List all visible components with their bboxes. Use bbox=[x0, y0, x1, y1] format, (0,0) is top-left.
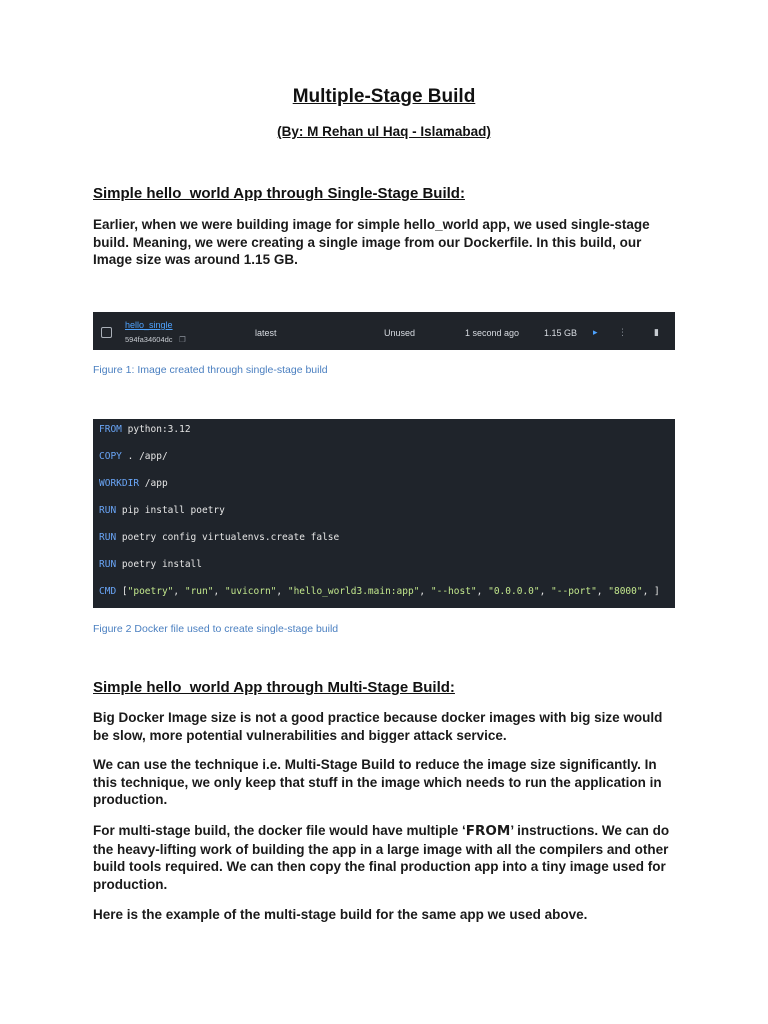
row-checkbox[interactable] bbox=[101, 327, 112, 338]
section2-paragraph-1: Big Docker Image size is not a good practice because docker images with big size would be slow, more potential vulnerabilities and bigger attack service. bbox=[93, 710, 663, 743]
code-line: RUN poetry config virtualenvs.create false bbox=[99, 532, 340, 543]
image-status: Unused bbox=[384, 328, 416, 338]
image-id: 594fa34604dc bbox=[125, 335, 173, 344]
cmd-arg: "hello_world3.main:app" bbox=[287, 586, 420, 597]
cmd-arg: "poetry" bbox=[127, 586, 174, 597]
code-line: WORKDIR /app bbox=[99, 478, 168, 489]
image-created: 1 second ago bbox=[465, 328, 520, 338]
code-line: RUN poetry install bbox=[99, 559, 202, 570]
figure1-caption: Figure 1: Image created through single-stage build bbox=[93, 364, 328, 376]
dockerfile-code-block bbox=[93, 419, 675, 608]
more-vertical-icon[interactable]: ⋮ bbox=[618, 327, 627, 337]
copy-icon[interactable]: ❐ bbox=[179, 335, 186, 344]
section2-paragraph-4: Here is the example of the multi-stage build for the same app we used above. bbox=[93, 907, 588, 922]
code-line: FROM python:3.12 bbox=[99, 424, 191, 435]
code-line: RUN pip install poetry bbox=[99, 505, 225, 516]
code-line: COPY . /app/ bbox=[99, 451, 168, 462]
section2-paragraph-2: We can use the technique i.e. Multi-Stage Build to reduce the image size significantly. In this technique, we only keep that stuff in the image which needs to run the application in production. bbox=[93, 757, 662, 808]
figure2-caption: Figure 2 Docker file used to create single-stage build bbox=[93, 623, 339, 635]
section2-paragraph-3: For multi-stage build, the docker file would have multiple ‘FROM’ instructions. We can do the heavy-lifting work of building the app in a large image with all the compilers and other build tools required. We can then copy the final production app into a tiny image used for production. bbox=[93, 823, 670, 893]
section1-heading: Simple hello_world App through Single-Stage Build: bbox=[93, 185, 465, 202]
image-size: 1.15 GB bbox=[544, 328, 578, 338]
section2-heading: Simple hello_world App through Multi-Stage Build: bbox=[93, 679, 455, 696]
cmd-arg: "run" bbox=[184, 586, 214, 597]
cmd-arg: "8000" bbox=[608, 586, 643, 597]
play-icon[interactable]: ▸ bbox=[593, 327, 598, 337]
cmd-arg: "0.0.0.0" bbox=[488, 586, 540, 597]
image-tag: latest bbox=[255, 328, 277, 338]
image-name-link[interactable]: hello_single bbox=[125, 320, 173, 330]
code-line-cmd: CMD ["poetry", "run", "uvicorn", "hello_world3.main:app", "--host", "0.0.0.0", "--port", "8000", ] bbox=[99, 586, 660, 597]
from-keyword: FROM bbox=[465, 823, 511, 839]
trash-icon[interactable]: ▮ bbox=[654, 327, 659, 337]
cmd-arg: "uvicorn" bbox=[224, 586, 277, 597]
section1-paragraph: Earlier, when we were building image for simple hello_world app, we used single-stage build. Meaning, we were creating a single image from our Dockerfile. In this build, our Image size was around 1.15 GB. bbox=[93, 217, 650, 268]
cmd-arg: "--host" bbox=[430, 586, 477, 597]
cmd-arg: "--port" bbox=[551, 586, 597, 597]
page-title: Multiple-Stage Build bbox=[292, 86, 476, 107]
docker-image-row-screenshot bbox=[93, 312, 675, 350]
author-byline: (By: M Rehan ul Haq - Islamabad) bbox=[277, 124, 491, 139]
